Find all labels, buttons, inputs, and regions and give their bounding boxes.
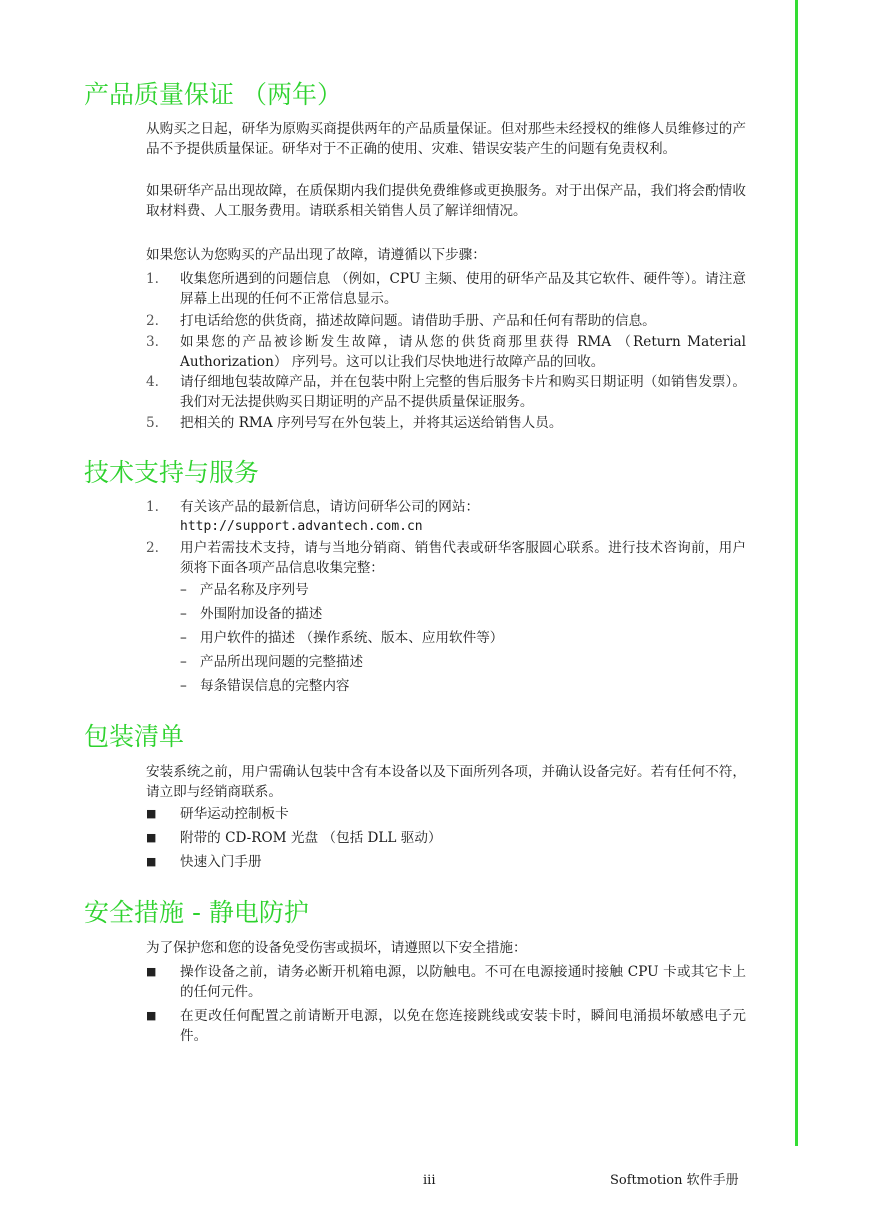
- step-text: 打电话给您的供货商，描述故障问题。请借助手册、产品和任何有帮助的信息。: [180, 313, 656, 329]
- manual-title: Softmotion 软件手册: [610, 1173, 739, 1188]
- support-info-item: – 用户软件的描述 （操作系统、版本、应用软件等）: [180, 630, 504, 646]
- dash-mark: –: [180, 582, 187, 598]
- safety-item-text: 操作设备之前，请务必断开机箱电源，以防触电。不可在电源接通时接触 CPU 卡或其它卡上的任何元件。: [180, 964, 746, 1000]
- dash-mark: –: [180, 654, 187, 670]
- support-info-item: – 产品所出现问题的完整描述: [180, 654, 364, 670]
- warranty-paragraph-1: 从购买之日起，研华为原购买商提供两年的产品质量保证。但对那些未经授权的维修人员维修过的产品不予提供质量保证。研华对于不正确的使用、灾难、错误安装产生的问题有免责权利。: [146, 121, 746, 157]
- warranty-paragraph-2: 如果研华产品出现故障，在质保期内我们提供免费维修或更换服务。对于出保产品，我们将会酌情收取材料费、人工服务费用。请联系相关销售人员了解详细情况。: [146, 183, 746, 219]
- step-number: 4.: [146, 374, 159, 390]
- safety-intro: 为了保护您和您的设备免受伤害或损坏，请遵照以下安全措施：: [146, 940, 527, 956]
- step-text: 收集您所遇到的问题信息 （例如，CPU 主频、使用的研华产品及其它软件、硬件等）。请注意屏幕上出现的任何不正常信息显示。: [180, 271, 746, 307]
- step-number: 2.: [146, 313, 159, 329]
- square-bullet-icon: ■: [146, 807, 157, 820]
- packing-item-text: 快速入门手册: [180, 854, 262, 870]
- support-heading: 技术支持与服务: [84, 458, 260, 487]
- step-number: 5.: [146, 415, 159, 431]
- square-bullet-icon: ■: [146, 831, 157, 844]
- step-text: 把相关的 RMA 序列号写在外包装上，并将其运送给销售人员。: [180, 415, 563, 431]
- step-text: 如果您的产品被诊断发生故障，请从您的供货商那里获得 RMA （Return Material Authorization） 序列号。这可以让我们尽快地进行故障产品的回收。: [180, 334, 746, 370]
- square-bullet-icon: ■: [146, 855, 157, 868]
- side-accent-rule: [795, 0, 798, 1146]
- support-url-link[interactable]: http://support.advantech.com.cn: [180, 519, 423, 534]
- dash-mark: –: [180, 630, 187, 646]
- warranty-heading: 产品质量保证 （两年）: [84, 80, 342, 109]
- item-number: 2.: [146, 540, 159, 556]
- packing-intro: 安装系统之前，用户需确认包装中含有本设备以及下面所列各项，并确认设备完好。若有任何不符，请立即与经销商联系。: [146, 764, 746, 800]
- square-bullet-icon: ■: [146, 965, 157, 978]
- dash-mark: –: [180, 678, 187, 694]
- warranty-paragraph-3: 如果您认为您购买的产品出现了故障，请遵循以下步骤：: [146, 247, 486, 263]
- item-number: 1.: [146, 499, 159, 515]
- support-info-item: – 每条错误信息的完整内容: [180, 678, 350, 694]
- item-text: 用户若需技术支持，请与当地分销商、销售代表或研华客服圆心联系。进行技术咨询前，用户须将下面各项产品信息收集完整：: [180, 540, 746, 576]
- page-number: iii: [423, 1173, 436, 1188]
- support-info-item: – 外围附加设备的描述: [180, 606, 323, 622]
- step-number: 1.: [146, 271, 159, 287]
- square-bullet-icon: ■: [146, 1009, 157, 1022]
- step-number: 3.: [146, 334, 159, 350]
- safety-heading: 安全措施 - 静电防护: [84, 898, 309, 927]
- dash-mark: –: [180, 606, 187, 622]
- packing-item-text: 附带的 CD-ROM 光盘 （包括 DLL 驱动）: [180, 830, 442, 846]
- safety-item-text: 在更改任何配置之前请断开电源，以免在您连接跳线或安装卡时，瞬间电涌损坏敏感电子元件。: [180, 1008, 746, 1044]
- packing-item-text: 研华运动控制板卡: [180, 806, 289, 822]
- step-text: 请仔细地包装故障产品，并在包装中附上完整的售后服务卡片和购买日期证明（如销售发票）。我们对无法提供购买日期证明的产品不提供质量保证服务。: [180, 374, 746, 410]
- item-text: 有关该产品的最新信息，请访问研华公司的网站：: [180, 499, 480, 515]
- support-info-item: – 产品名称及序列号: [180, 582, 309, 598]
- packing-heading: 包装清单: [84, 722, 185, 751]
